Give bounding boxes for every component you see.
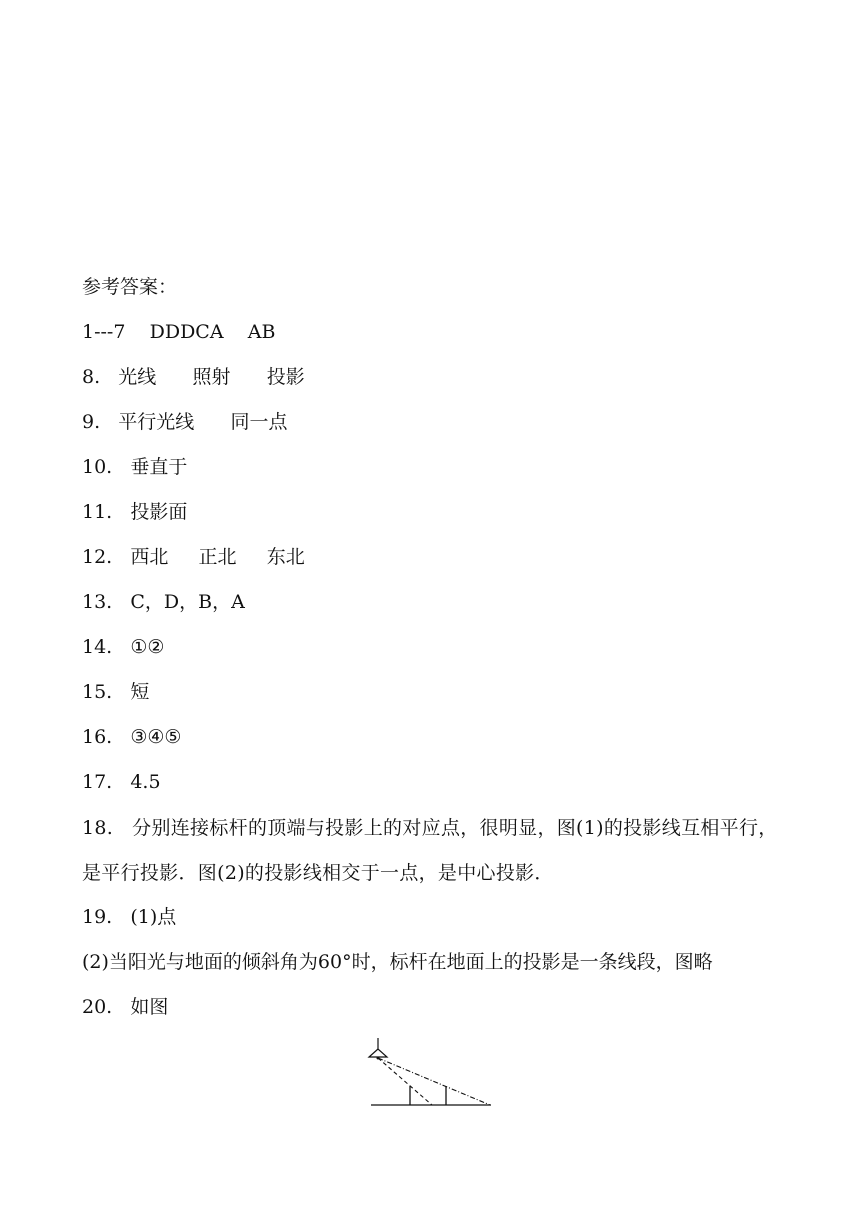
answer-line-19-part1: [82, 905, 176, 929]
answer-line-9: [82, 410, 288, 434]
answer-line-15: [82, 680, 149, 704]
answer-line-10: [82, 455, 187, 479]
answer-line-13: [82, 590, 245, 614]
answer-line-1-7: [82, 320, 275, 344]
answer-line-12: [82, 545, 305, 569]
answer-text: 短: [130, 681, 150, 703]
answer-number: 8.: [82, 366, 101, 388]
answer-text: ①②: [130, 636, 165, 658]
answer-text: 光线 照射 投影: [118, 366, 305, 388]
answer-line-11: [82, 500, 187, 524]
answer-number: 17.: [82, 771, 113, 793]
projection-line-1: [378, 1058, 432, 1105]
answer-number: 10.: [82, 456, 113, 478]
answer-text: (1)点: [130, 906, 177, 928]
lamp-projection-diagram: [366, 1036, 496, 1110]
projection-line-2: [378, 1058, 490, 1105]
answers-heading: 参考答案：: [82, 276, 178, 298]
answer-number: 11.: [82, 501, 113, 523]
lamp-icon: [369, 1049, 387, 1057]
answer-text: 垂直于: [130, 456, 188, 478]
answer-text: 分别连接标杆的顶端与投影上的对应点，很明显，图(1)的投影线互相平行，是平行投影．图(2)的投影线相交于一点，是中心投影．: [82, 817, 778, 884]
answer-text: 西北 正北 东北: [130, 546, 305, 568]
answer-line-8: [82, 365, 305, 389]
answer-text: ③④⑤: [130, 726, 182, 748]
answer-text: 投影面: [130, 501, 188, 523]
answer-line-20: [82, 995, 168, 1019]
answer-number: 15.: [82, 681, 113, 703]
answer-line-16: [82, 725, 181, 749]
answer-number: 14.: [82, 636, 113, 658]
answer-number: 16.: [82, 726, 113, 748]
answer-number: 13.: [82, 591, 113, 613]
answer-text: DDDCA AB: [149, 321, 276, 343]
answer-line-17: [82, 770, 161, 794]
answer-line-19-part2: (2)当阳光与地面的倾斜角为60°时，标杆在地面上的投影是一条线段，图略: [82, 951, 713, 973]
answer-number: 9.: [82, 411, 101, 433]
answer-number: 1---7: [82, 321, 126, 343]
answer-text: 4.5: [130, 771, 161, 793]
answer-number: 18.: [82, 817, 114, 839]
answer-block-18: [82, 806, 782, 896]
answer-number: 20.: [82, 996, 113, 1018]
answer-text: 平行光线 同一点: [118, 411, 288, 433]
answer-number: 19.: [82, 906, 113, 928]
answer-number: 12.: [82, 546, 113, 568]
answer-line-14: [82, 635, 164, 659]
answer-text: C，D，B，A: [130, 591, 245, 613]
answer-text: 如图: [130, 996, 169, 1018]
